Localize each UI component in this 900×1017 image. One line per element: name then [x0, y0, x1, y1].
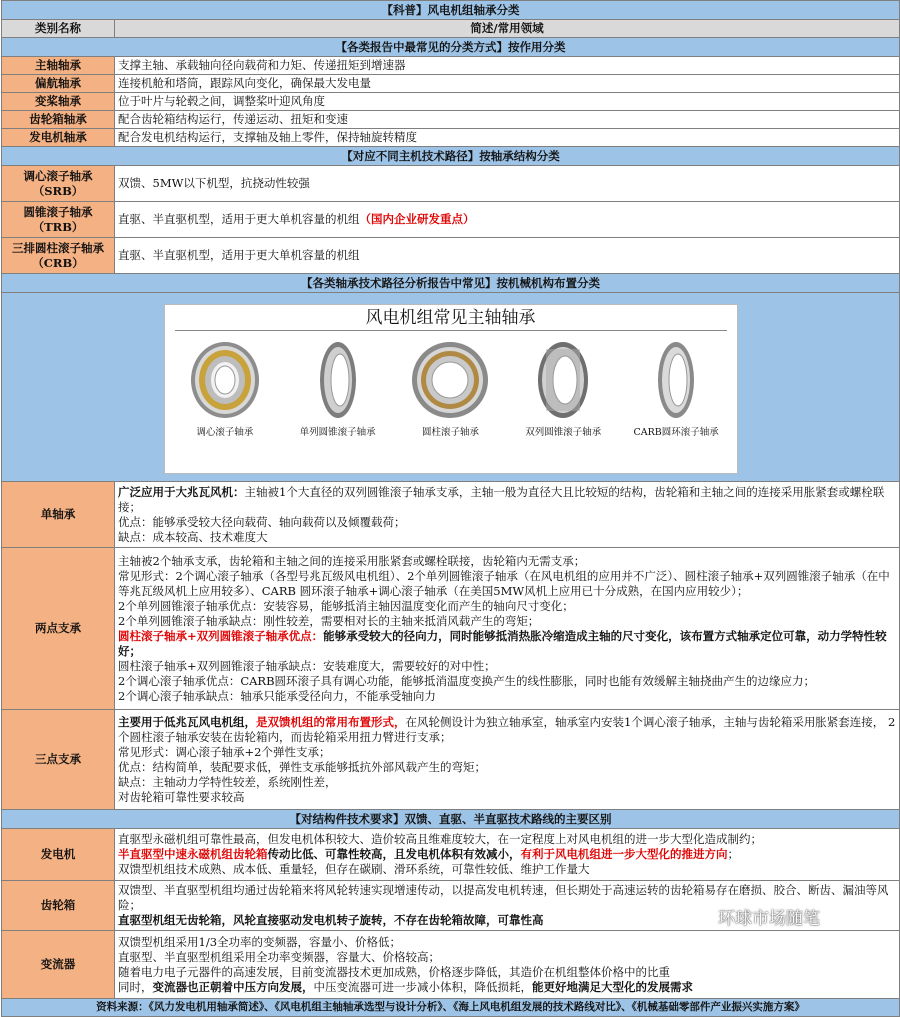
section2-header: 【对应不同主机技术路径】按轴承结构分类	[2, 147, 900, 166]
row-text: 支撑主轴、承载轴向径向载荷和力矩、传递扭矩到增速器	[115, 57, 900, 75]
bearing-item	[396, 337, 504, 440]
row-text: 双馈型机组采用1/3全功率的变频器，容量小、价格低； 直驱型、半直驱型机组采用全功率变频器，容量大、价格较高； 随着电力电子元器件的高速发展，目前变流器技术更加成熟，价格逐步降低，其造价在机组整体价格中的比重 同时，变流器也正朝着中压方向发展，中压变流器可进一步减小体积，降低损耗，能更好地满足大型化的发展需求	[115, 931, 900, 999]
row-text: 连接机舱和塔筒，跟踪风向变化，确保最大发电量	[115, 75, 900, 93]
row-label: 调心滚子轴承 （SRB）	[2, 166, 115, 202]
section1-header: 【各类报告中最常见的分类方式】按作用分类	[2, 38, 900, 57]
tapered-roller-bearing-image	[308, 337, 368, 423]
col-header-category: 类别名称	[2, 20, 115, 38]
row-label: 齿轮箱	[2, 881, 115, 931]
source-footer: 资料来源：《风力发电机用轴承简述》、《风电机组主轴轴承选型与设计分析》、《海上风电机组发展的技术路线对比》、《机械基础零部件产业振兴实施方案》	[2, 999, 900, 1017]
watermark	[692, 904, 820, 929]
row-text: 直驱、半直驱机型，适用于更大单机容量的机组	[115, 238, 900, 274]
section3-header: 【各类轴承技术路径分析报告中常见】按机械机构布置分类	[2, 274, 900, 293]
highlight-text: （国内企业研发重点）	[359, 212, 475, 226]
row-text: 配合齿轮箱结构运行，传递运动、扭矩和变速	[115, 111, 900, 129]
row-label: 变流器	[2, 931, 115, 999]
figure-caption: 单列圆锥滚子轴承	[299, 427, 376, 438]
row-text: 主要用于低兆瓦风电机组，是双馈机组的常用布置形式，在风轮侧设计为独立轴承室，轴承室内安装1个调心滚子轴承，主轴与齿轮箱采用胀紧套连接， 2个圆柱滚子轴承安装在齿轮箱内，而齿轮箱采用扭力臂进行支承； 常见形式：调心滚子轴承+2个弹性支承； 优点：结构简单，装配要求低，弹性支承能够抵抗外部风载产生的弯矩； 缺点：主轴动力学特性较差，系统刚性差， 对齿轮箱可靠性要求较高	[115, 710, 900, 810]
row-text: 主轴被2个轴承支承，齿轮箱和主轴之间的连接采用胀紧套或螺栓联接，齿轮箱内无需支承； 常见形式：2个调心滚子轴承（各型号兆瓦级风电机组）、2个单列圆锥滚子轴承（在风电机组的应用并不广泛）、圆柱滚子轴承+双列圆锥滚子轴承（在中等兆瓦级风机上应用较多）、CARB 圆环滚子轴承+调心滚子轴承（在美国5MW风机上应用已十分成熟，在国内应用较少）； 2个单列圆锥滚子轴承优点：安装容易，能够抵消主轴因温度变化而产生的轴向尺寸变化； 2个单列圆锥滚子轴承缺点：刚性较差，需要相对长的主轴来抵消风载产生的弯矩； 圆柱滚子轴承+双列圆锥滚子轴承优点：能够承受较大的径向力，同时能够抵消热胀冷缩造成主轴的尺寸变化，该布置方式轴承定位可靠，动力学特性较好； 圆柱滚子轴承+双列圆锥滚子轴承缺点：安装难度大，需要较好的对中性； 2个调心滚子轴承优点：CARB圆环滚子具有调心功能，能够抵消温度变换产生的线性膨胀，同时也能有效缓解主轴挠曲产生的边缘应力； 2个调心滚子轴承缺点：轴承只能承受径向力，不能承受轴向力	[115, 548, 900, 710]
bearing-item	[171, 337, 279, 440]
bearing-figure	[2, 293, 900, 482]
row-text: 直驱、半直驱机型，适用于更大单机容量的机组（国内企业研发重点）	[115, 202, 900, 238]
row-label: 发电机轴承	[2, 129, 115, 147]
carb-toroidal-bearing-image	[646, 337, 706, 423]
row-label: 齿轮箱轴承	[2, 111, 115, 129]
row-label: 变桨轴承	[2, 93, 115, 111]
section4-header: 【对结构件技术要求】双馈、直驱、半直驱技术路线的主要区别	[2, 810, 900, 829]
row-text: 配合发电机结构运行，支撑轴及轴上零件，保持轴旋转精度	[115, 129, 900, 147]
row-text: 双馈型、半直驱型机组均通过齿轮箱来将风轮转速实现增速传动，以提高发电机转速，但长期处于高速运转的齿轮箱易存在磨损、胶合、断齿、漏油等风险； 直驱型机组无齿轮箱，风轮直接驱动发电机转子旋转，不存在齿轮箱故障，可靠性高	[115, 881, 900, 931]
row-label: 偏航轴承	[2, 75, 115, 93]
row-text: 位于叶片与轮毂之间，调整桨叶迎风角度	[115, 93, 900, 111]
row-label: 单轴承	[2, 482, 115, 548]
figure-caption: 圆柱滚子轴承	[421, 427, 479, 438]
row-label: 发电机	[2, 829, 115, 881]
row-text: 双馈、5MW以下机型，抗挠动性较强	[115, 166, 900, 202]
row-label: 三点支承	[2, 710, 115, 810]
row-label: 主轴轴承	[2, 57, 115, 75]
spherical-roller-bearing-image	[185, 337, 265, 423]
cylindrical-roller-bearing-image	[407, 337, 493, 423]
col-header-desc: 简述/常用领域	[115, 20, 900, 38]
figure-caption: 双列圆锥滚子轴承	[525, 427, 602, 438]
row-text: 广泛应用于大兆瓦风机：主轴被1个大直径的双列圆锥滚子轴承支承，主轴一般为直径大且比较短的结构，齿轮箱和主轴之间的连接采用胀紧套或螺栓联接； 优点：能够承受较大径向载荷、轴向载荷以及倾覆载荷； 缺点：成本较高、技术难度大	[115, 482, 900, 548]
bearing-classification-table	[1, 0, 900, 1017]
row-label: 三排圆柱滚子轴承 （CRB）	[2, 238, 115, 274]
row-text: 直驱型永磁机组可靠性最高，但发电机体积较大、造价较高且维难度较大，在一定程度上对风电机组的进一步大型化造成制约； 半直驱型中速永磁机组齿轮箱传动比低、可靠性较高，且发电机体积有效减小，有利于风电机组进一步大型化的推进方向； 双馈型机组技术成熟、成本低、重量轻，但存在碳刷、滑环系统，可靠性较低、维护工作量大	[115, 829, 900, 881]
wechat-icon	[692, 908, 714, 926]
watermark-text: 环球市场随笔	[718, 909, 820, 929]
figure-caption: 调心滚子轴承	[196, 427, 254, 438]
bearing-item	[622, 337, 730, 440]
row-label: 两点支承	[2, 548, 115, 710]
figure-caption: CARB圆环滚子轴承	[633, 427, 719, 438]
double-row-tapered-bearing-image	[528, 337, 598, 423]
bearing-item	[509, 337, 617, 440]
figure-title: 风电机组常见主轴轴承	[365, 308, 536, 328]
page-title: 【科普】风电机组轴承分类	[2, 1, 900, 20]
row-label: 圆锥滚子轴承 （TRB）	[2, 202, 115, 238]
bearing-item	[284, 337, 392, 440]
